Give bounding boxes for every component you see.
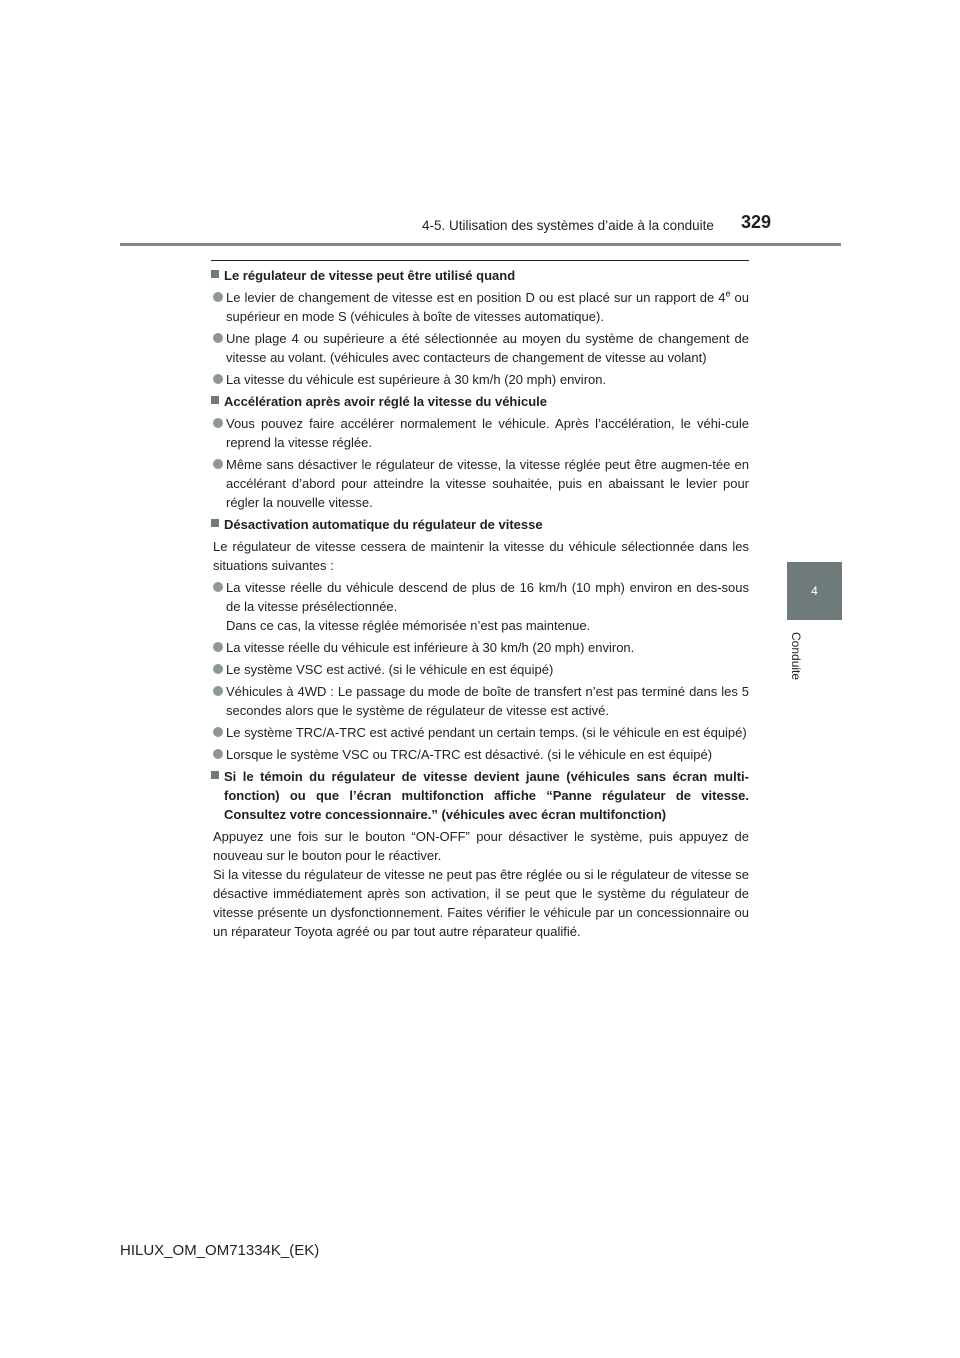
running-header: 4-5. Utilisation des systèmes d’aide à la conduite [422, 218, 714, 233]
list-item: Lorsque le système VSC ou TRC/A-TRC est désactivé. (si le véhicule en est équipé) [211, 745, 749, 764]
list-item: Même sans désactiver le régulateur de vitesse, la vitesse réglée peut être augmen-tée en accélérant d’abord pour atteindre la vitesse souhaitée, puis en abaissant le levier pour régler la nouvelle vitesse. [211, 455, 749, 512]
document-code: HILUX_OM_OM71334K_(EK) [120, 1242, 320, 1259]
square-bullet-icon [211, 270, 219, 278]
chapter-label: Conduite [789, 632, 803, 681]
list-item: Le système VSC est activé. (si le véhicule en est équipé) [211, 660, 749, 679]
list-item: Le système TRC/A-TRC est activé pendant un certain temps. (si le véhicule en est équipé) [211, 723, 749, 742]
round-bullet-icon [213, 686, 223, 696]
section-paragraph: Appuyez une fois sur le bouton “ON-OFF” pour désactiver le système, puis appuyez de nouveau sur le bouton pour le réactiver. Si la vitesse du régulateur de vitesse ne peut pas être réglée ou si le régulateur de vitesse se désactive immédiatement après son activation, il se peut que le système du régulateur de vitesse présente un dysfonctionnement. Faites vérifier le véhicule par un concessionnaire ou un réparateur Toyota agréé ou par tout autre réparateur qualifié. [213, 829, 749, 939]
section-conditions [211, 266, 749, 389]
section-acceleration [211, 392, 749, 512]
square-bullet-icon [211, 771, 219, 779]
list-item: Véhicules à 4WD : Le passage du mode de boîte de transfert n’est pas terminé dans les 5 secondes alors que le système de régulateur de vitesse est activé. [211, 682, 749, 720]
square-bullet-icon [211, 519, 219, 527]
round-bullet-icon [213, 292, 223, 302]
section-heading: Accélération après avoir réglé la vitesse du véhicule [211, 392, 749, 411]
round-bullet-icon [213, 374, 223, 384]
page-content [211, 266, 749, 944]
chapter-tab[interactable] [787, 562, 842, 620]
list-item: Le levier de changement de vitesse est en position D ou est placé sur un rapport de 4e ou supérieur en mode S (véhicules à boîte de vitesses automatique). [211, 288, 749, 326]
round-bullet-icon [213, 727, 223, 737]
square-bullet-icon [211, 396, 219, 404]
round-bullet-icon [213, 749, 223, 759]
section-heading: Désactivation automatique du régulateur de vitesse [211, 515, 749, 534]
section-intro: Le régulateur de vitesse cessera de maintenir la vitesse du véhicule sélectionnée dans les situations suivantes : [213, 539, 749, 573]
content-top-rule [211, 260, 749, 261]
page-number: 329 [741, 212, 772, 232]
round-bullet-icon [213, 418, 223, 428]
round-bullet-icon [213, 459, 223, 469]
list-item: Une plage 4 ou supérieure a été sélectionnée au moyen du système de changement de vitesse au volant. (véhicules avec contacteurs de changement de vitesse au volant) [211, 329, 749, 367]
section-heading: Si le témoin du régulateur de vitesse devient jaune (véhicules sans écran multi-fonction) ou que l’écran multifonction affiche “Panne régulateur de vitesse. Consultez votre concessionnaire.” (véhicules avec écran multifonction) [211, 767, 749, 824]
list-item: La vitesse réelle du véhicule est inférieure à 30 km/h (20 mph) environ. [211, 638, 749, 657]
round-bullet-icon [213, 582, 223, 592]
list-item: La vitesse du véhicule est supérieure à 30 km/h (20 mph) environ. [211, 370, 749, 389]
section-heading: Le régulateur de vitesse peut être utilisé quand [211, 266, 749, 285]
section-auto-cancel [211, 515, 749, 764]
list-item: La vitesse réelle du véhicule descend de plus de 16 km/h (10 mph) environ en des-sous de la vitesse présélectionnée. Dans ce cas, la vitesse réglée mémorisée n’est pas maintenue. [211, 578, 749, 635]
round-bullet-icon [213, 642, 223, 652]
list-item: Vous pouvez faire accélérer normalement le véhicule. Après l’accélération, le véhi-cule reprend la vitesse réglée. [211, 414, 749, 452]
section-warning-light [211, 767, 749, 941]
round-bullet-icon [213, 333, 223, 343]
round-bullet-icon [213, 664, 223, 674]
header-rule [120, 243, 841, 246]
chapter-number: 4 [811, 584, 818, 598]
